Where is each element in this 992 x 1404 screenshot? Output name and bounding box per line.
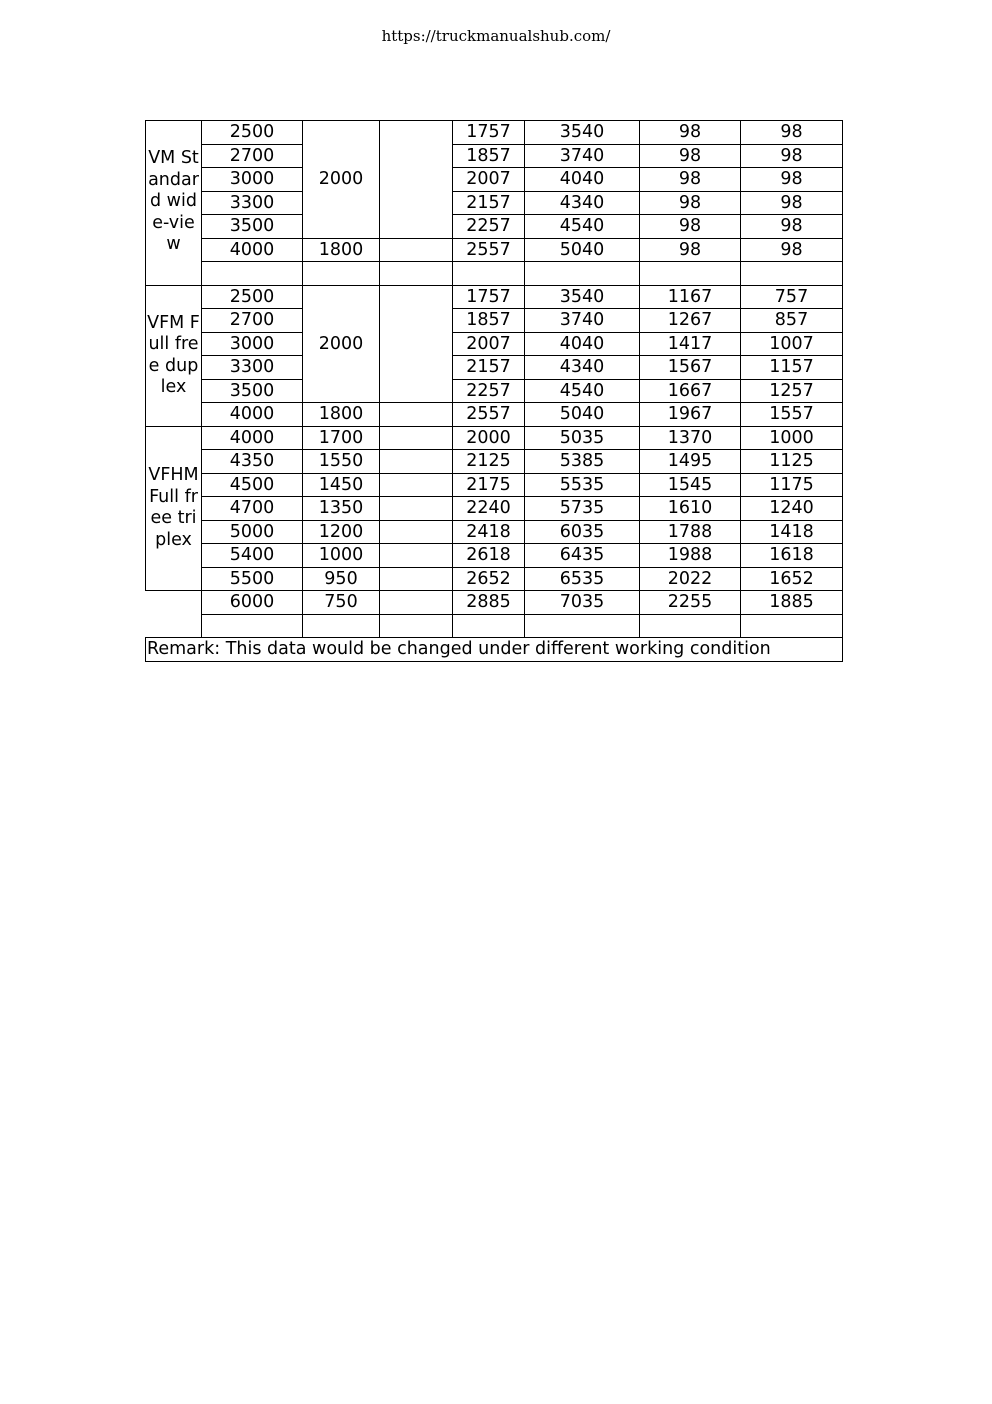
cell: 1240 (741, 497, 843, 521)
cell-empty (380, 403, 453, 427)
cell: 98 (640, 215, 741, 239)
cell-empty (380, 473, 453, 497)
cell: 2007 (453, 168, 525, 192)
cell: 5040 (525, 238, 640, 262)
cell: 1000 (741, 426, 843, 450)
cell: 1857 (453, 309, 525, 333)
cell: 2000 (303, 285, 380, 403)
cell: 1257 (741, 379, 843, 403)
cell-empty (146, 591, 202, 615)
cell-empty (741, 262, 843, 286)
cell: 1370 (640, 426, 741, 450)
table-row (146, 426, 843, 450)
cell-empty (741, 614, 843, 638)
cell: 3300 (202, 356, 303, 380)
cell: 1545 (640, 473, 741, 497)
cell-empty (525, 262, 640, 286)
cell: 98 (640, 144, 741, 168)
cell: 1800 (303, 403, 380, 427)
cell: 98 (640, 238, 741, 262)
cell: 3540 (525, 285, 640, 309)
cell: 4000 (202, 238, 303, 262)
cell: 5735 (525, 497, 640, 521)
cell: 4340 (525, 191, 640, 215)
cell: 4540 (525, 215, 640, 239)
cell: 1495 (640, 450, 741, 474)
cell: 757 (741, 285, 843, 309)
cell-empty (202, 262, 303, 286)
cell: 2022 (640, 567, 741, 591)
cell: 1000 (303, 544, 380, 568)
cell-empty (640, 614, 741, 638)
cell: 2557 (453, 403, 525, 427)
cell: 2000 (303, 121, 380, 239)
cell: 98 (741, 238, 843, 262)
cell: 5035 (525, 426, 640, 450)
cell: 4700 (202, 497, 303, 521)
cell: 1788 (640, 520, 741, 544)
cell-empty (380, 520, 453, 544)
cell: 98 (741, 168, 843, 192)
cell: 2500 (202, 285, 303, 309)
table-row (146, 309, 843, 333)
table-row (146, 215, 843, 239)
cell: 1667 (640, 379, 741, 403)
cell: 3500 (202, 379, 303, 403)
table-row (146, 121, 843, 145)
cell: 1757 (453, 285, 525, 309)
cell: 2700 (202, 144, 303, 168)
cell: 2255 (640, 591, 741, 615)
cell: 3540 (525, 121, 640, 145)
cell: 1857 (453, 144, 525, 168)
table-row (146, 191, 843, 215)
cell-empty (525, 614, 640, 638)
cell: 1167 (640, 285, 741, 309)
cell-empty (146, 614, 202, 638)
cell-empty (380, 426, 453, 450)
cell: 1267 (640, 309, 741, 333)
cell: 4340 (525, 356, 640, 380)
cell: 4350 (202, 450, 303, 474)
cell-empty (380, 285, 453, 403)
cell: 3000 (202, 332, 303, 356)
cell: 5000 (202, 520, 303, 544)
cell: 6000 (202, 591, 303, 615)
cell: 2157 (453, 356, 525, 380)
cell: 1700 (303, 426, 380, 450)
table-row (146, 379, 843, 403)
cell-empty (453, 262, 525, 286)
cell: 1652 (741, 567, 843, 591)
table-row (146, 544, 843, 568)
cell: 98 (741, 191, 843, 215)
cell: 3740 (525, 144, 640, 168)
cell: 4500 (202, 473, 303, 497)
cell: 5400 (202, 544, 303, 568)
cell: 5040 (525, 403, 640, 427)
cell: 1007 (741, 332, 843, 356)
cell: 2652 (453, 567, 525, 591)
table-row (146, 168, 843, 192)
table-row (146, 497, 843, 521)
cell: 2257 (453, 379, 525, 403)
group-label-vfhm: VFHM Full free triplex (146, 426, 202, 591)
cell: 2007 (453, 332, 525, 356)
cell: 2700 (202, 309, 303, 333)
cell: 1550 (303, 450, 380, 474)
cell: 2557 (453, 238, 525, 262)
cell: 2125 (453, 450, 525, 474)
cell: 2418 (453, 520, 525, 544)
cell: 6535 (525, 567, 640, 591)
cell: 1885 (741, 591, 843, 615)
cell: 3740 (525, 309, 640, 333)
cell: 98 (741, 144, 843, 168)
table-row (146, 332, 843, 356)
cell-empty (380, 238, 453, 262)
cell-empty (303, 614, 380, 638)
cell-empty (380, 450, 453, 474)
cell: 5500 (202, 567, 303, 591)
cell: 98 (741, 215, 843, 239)
cell: 4040 (525, 168, 640, 192)
table-row (146, 403, 843, 427)
cell: 2000 (453, 426, 525, 450)
table-row-remark (146, 638, 843, 662)
cell: 1557 (741, 403, 843, 427)
cell: 1610 (640, 497, 741, 521)
cell: 1800 (303, 238, 380, 262)
cell: 6035 (525, 520, 640, 544)
cell: 98 (640, 191, 741, 215)
cell: 1618 (741, 544, 843, 568)
cell: 98 (640, 168, 741, 192)
table-row (146, 144, 843, 168)
group-label-vfm: VFM Full free duplex (146, 285, 202, 426)
table-row (146, 356, 843, 380)
table-row (146, 285, 843, 309)
cell: 1757 (453, 121, 525, 145)
cell: 2618 (453, 544, 525, 568)
cell: 5535 (525, 473, 640, 497)
table-row-spacer (146, 614, 843, 638)
cell: 1450 (303, 473, 380, 497)
table-row (146, 473, 843, 497)
cell: 2240 (453, 497, 525, 521)
cell-empty (380, 544, 453, 568)
cell: 98 (640, 121, 741, 145)
cell: 4540 (525, 379, 640, 403)
remark-text: Remark: This data would be changed under different working condition (146, 638, 843, 662)
cell: 4040 (525, 332, 640, 356)
cell-empty (380, 591, 453, 615)
cell-empty (453, 614, 525, 638)
group-label-vm: VM Standard wide-view (146, 121, 202, 286)
cell-empty (380, 121, 453, 239)
cell: 2157 (453, 191, 525, 215)
cell: 1567 (640, 356, 741, 380)
cell: 3000 (202, 168, 303, 192)
cell: 2257 (453, 215, 525, 239)
cell: 6435 (525, 544, 640, 568)
cell-empty (303, 262, 380, 286)
site-url: https://truckmanualshub.com/ (381, 27, 611, 45)
cell: 1125 (741, 450, 843, 474)
cell: 4000 (202, 426, 303, 450)
cell: 1200 (303, 520, 380, 544)
cell: 2175 (453, 473, 525, 497)
table-row (146, 450, 843, 474)
cell: 3300 (202, 191, 303, 215)
cell: 3500 (202, 215, 303, 239)
cell: 1175 (741, 473, 843, 497)
cell-empty (640, 262, 741, 286)
cell: 1157 (741, 356, 843, 380)
table-row (146, 567, 843, 591)
cell-empty (202, 614, 303, 638)
cell: 857 (741, 309, 843, 333)
table-row (146, 591, 843, 615)
table-row (146, 520, 843, 544)
mast-spec-table (145, 120, 843, 662)
cell-empty (380, 567, 453, 591)
cell: 1418 (741, 520, 843, 544)
cell: 750 (303, 591, 380, 615)
cell: 1967 (640, 403, 741, 427)
cell: 5385 (525, 450, 640, 474)
table-row-spacer (146, 262, 843, 286)
cell: 98 (741, 121, 843, 145)
cell-empty (380, 497, 453, 521)
cell-empty (380, 614, 453, 638)
cell: 1350 (303, 497, 380, 521)
cell: 1988 (640, 544, 741, 568)
cell: 950 (303, 567, 380, 591)
cell-empty (380, 262, 453, 286)
cell: 7035 (525, 591, 640, 615)
cell: 1417 (640, 332, 741, 356)
cell: 2885 (453, 591, 525, 615)
cell: 4000 (202, 403, 303, 427)
table-row (146, 238, 843, 262)
cell: 2500 (202, 121, 303, 145)
